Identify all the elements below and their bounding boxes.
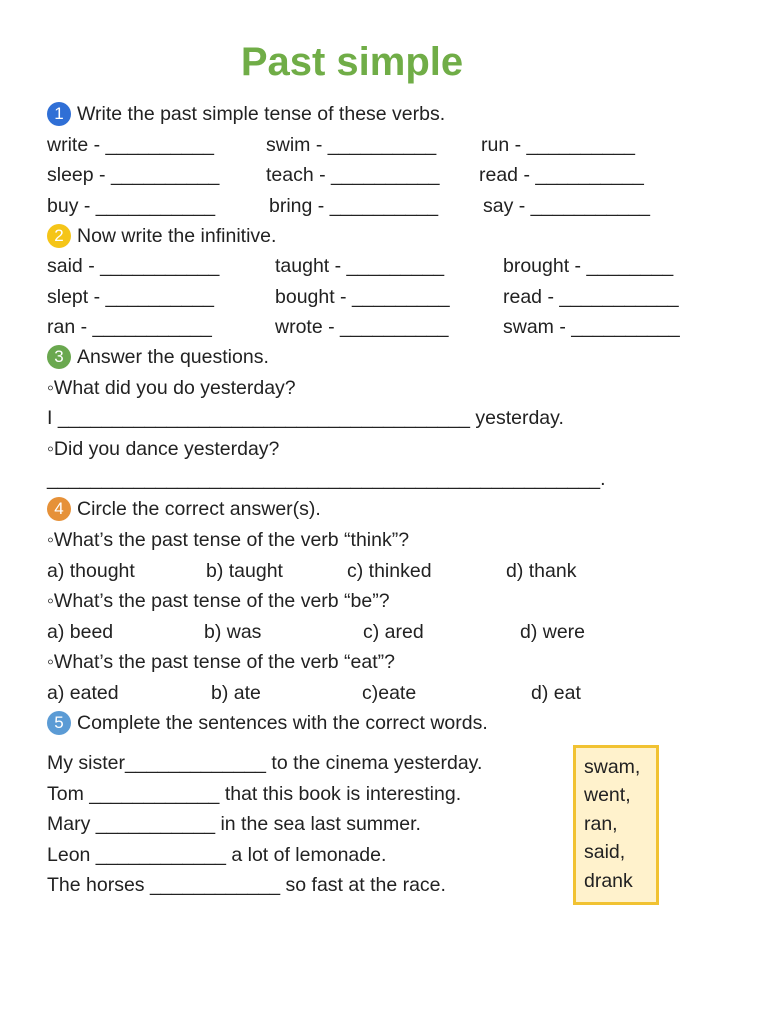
- section-1-heading: [47, 102, 445, 126]
- section-number-badge: 2: [47, 224, 71, 248]
- section-instruction: Answer the questions.: [77, 346, 269, 368]
- question-text: ◦What’s the past tense of the verb “be”?: [47, 590, 390, 612]
- list-item: write - __________: [47, 134, 214, 156]
- word-bank-item: said,: [584, 841, 626, 863]
- section-number-badge: 4: [47, 497, 71, 521]
- sentence-item: The horses ____________ so fast at the race.: [47, 874, 446, 896]
- section-instruction: Circle the correct answer(s).: [77, 498, 321, 520]
- question-text: ◦What’s the past tense of the verb “eat”?: [47, 651, 395, 673]
- list-item: bring - __________: [269, 195, 439, 217]
- list-item: read - ___________: [503, 286, 679, 308]
- answer-option[interactable]: c) thinked: [347, 560, 432, 582]
- section-instruction: Write the past simple tense of these verbs.: [77, 103, 446, 125]
- answer-option[interactable]: d) eat: [531, 682, 581, 704]
- word-bank-item: swam,: [584, 756, 641, 778]
- list-item: run - __________: [481, 134, 635, 156]
- section-2-heading: [47, 224, 276, 248]
- section-instruction: Now write the infinitive.: [77, 225, 277, 247]
- answer-option[interactable]: b) was: [204, 621, 262, 643]
- list-item: sleep - __________: [47, 164, 220, 186]
- list-item: say - ___________: [483, 195, 650, 217]
- list-item: taught - _________: [275, 255, 445, 277]
- answer-option[interactable]: a) eated: [47, 682, 119, 704]
- question-text: ◦What did you do yesterday?: [47, 377, 296, 399]
- list-item: bought - _________: [275, 286, 450, 308]
- list-item: teach - __________: [266, 164, 440, 186]
- list-item: ran - ___________: [47, 316, 212, 338]
- answer-line: ___________________________________________________.: [47, 468, 606, 490]
- word-bank-item: went,: [584, 784, 631, 806]
- word-bank-box: [573, 745, 659, 905]
- answer-option[interactable]: a) beed: [47, 621, 114, 643]
- sentence-item: My sister_____________ to the cinema yesterday.: [47, 752, 483, 774]
- section-4-heading: [47, 497, 321, 521]
- question-text: ◦Did you dance yesterday?: [47, 438, 280, 460]
- answer-option[interactable]: b) ate: [211, 682, 261, 704]
- list-item: wrote - __________: [275, 316, 449, 338]
- word-bank-item: drank: [584, 870, 633, 892]
- question-text: ◦What’s the past tense of the verb “think”?: [47, 529, 410, 551]
- word-bank-item: ran,: [584, 813, 618, 835]
- list-item: slept - __________: [47, 286, 214, 308]
- list-item: swim - __________: [266, 134, 437, 156]
- sentence-item: Leon ____________ a lot of lemonade.: [47, 844, 387, 866]
- section-5-heading: [47, 711, 488, 735]
- section-number-badge: 1: [47, 102, 71, 126]
- page-title: Past simple: [240, 40, 464, 84]
- section-3-heading: [47, 345, 269, 369]
- answer-option[interactable]: c)eate: [362, 682, 417, 704]
- sentence-item: Tom ____________ that this book is interesting.: [47, 783, 462, 805]
- list-item: brought - ________: [503, 255, 674, 277]
- section-number-badge: 5: [47, 711, 71, 735]
- list-item: said - ___________: [47, 255, 220, 277]
- section-number-badge: 3: [47, 345, 71, 369]
- answer-option[interactable]: c) ared: [363, 621, 424, 643]
- answer-option[interactable]: d) were: [520, 621, 586, 643]
- answer-option[interactable]: d) thank: [506, 560, 577, 582]
- answer-option[interactable]: a) thought: [47, 560, 135, 582]
- answer-option[interactable]: b) taught: [206, 560, 283, 582]
- list-item: buy - ___________: [47, 195, 216, 217]
- list-item: swam - __________: [503, 316, 680, 338]
- answer-line: I ______________________________________ yesterday.: [47, 407, 564, 429]
- section-instruction: Complete the sentences with the correct words.: [77, 712, 488, 734]
- list-item: read - __________: [479, 164, 644, 186]
- sentence-item: Mary ___________ in the sea last summer.: [47, 813, 421, 835]
